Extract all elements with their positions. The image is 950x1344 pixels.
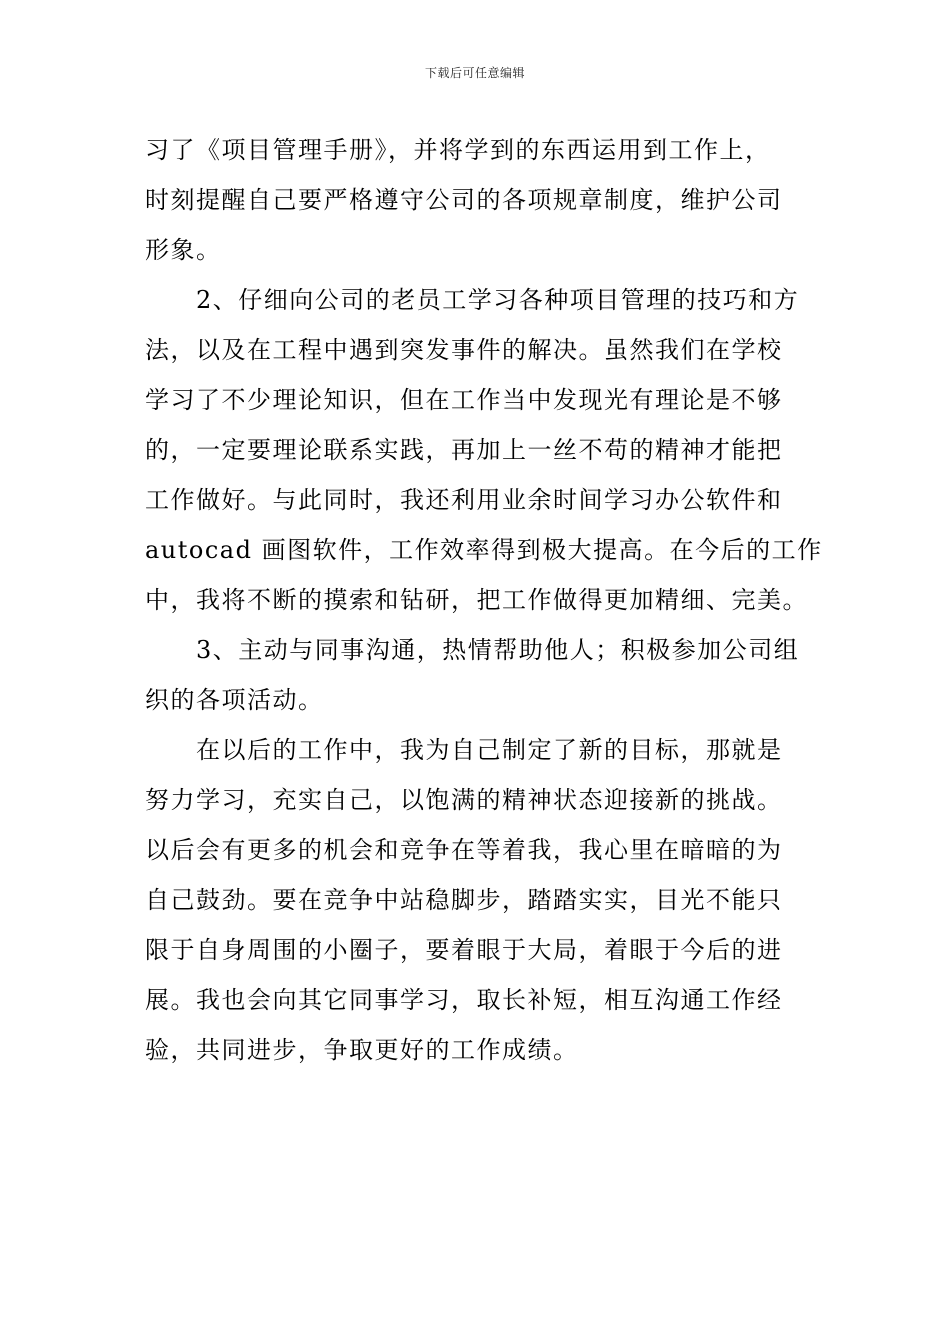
text-line: 在以后的工作中，我为自己制定了新的目标，那就是 xyxy=(145,736,783,764)
text-line: 法，以及在工程中遇到突发事件的解决。虽然我们在学校 xyxy=(145,336,783,364)
text-line: 中，我将不断的摸索和钻研，把工作做得更加精细、完美。 xyxy=(145,586,808,614)
text-line: 习了《项目管理手册》，并将学到的东西运用到工作上， xyxy=(145,136,771,164)
text-line: 努力学习，充实自己，以饱满的精神状态迎接新的挑战。 xyxy=(145,786,783,814)
text-line: 以后会有更多的机会和竞争在等着我，我心里在暗暗的为 xyxy=(145,836,783,864)
text-line: 展。我也会向其它同事学习，取长补短，相互沟通工作经 xyxy=(145,986,783,1014)
text-line: 工作做好。与此同时，我还利用业余时间学习办公软件和 xyxy=(145,486,783,514)
text-line: 的，一定要理论联系实践，再加上一丝不苟的精神才能把 xyxy=(145,436,783,464)
text-line: 验，共同进步，争取更好的工作成绩。 xyxy=(145,1036,579,1064)
text-line: 织的各项活动。 xyxy=(145,686,324,714)
document-body xyxy=(145,125,823,1075)
text-line: autocad 画图软件，工作效率得到极大提高。在今后的工作 xyxy=(145,536,823,564)
text-line: 自己鼓劲。要在竞争中站稳脚步，踏踏实实，目光不能只 xyxy=(145,886,783,914)
page-header-note: 下载后可任意编辑 xyxy=(424,66,525,80)
text-line: 2、仔细向公司的老员工学习各种项目管理的技巧和方 xyxy=(145,286,800,314)
text-line: 形象。 xyxy=(145,236,222,264)
text-line: 限于自身周围的小圈子，要着眼于大局，着眼于今后的进 xyxy=(145,936,783,964)
text-line: 时刻提醒自己要严格遵守公司的各项规章制度，维护公司 xyxy=(145,186,783,214)
text-line: 3、主动与同事沟通，热情帮助他人；积极参加公司组 xyxy=(145,636,800,664)
text-line: 学习了不少理论知识，但在工作当中发现光有理论是不够 xyxy=(145,386,783,414)
